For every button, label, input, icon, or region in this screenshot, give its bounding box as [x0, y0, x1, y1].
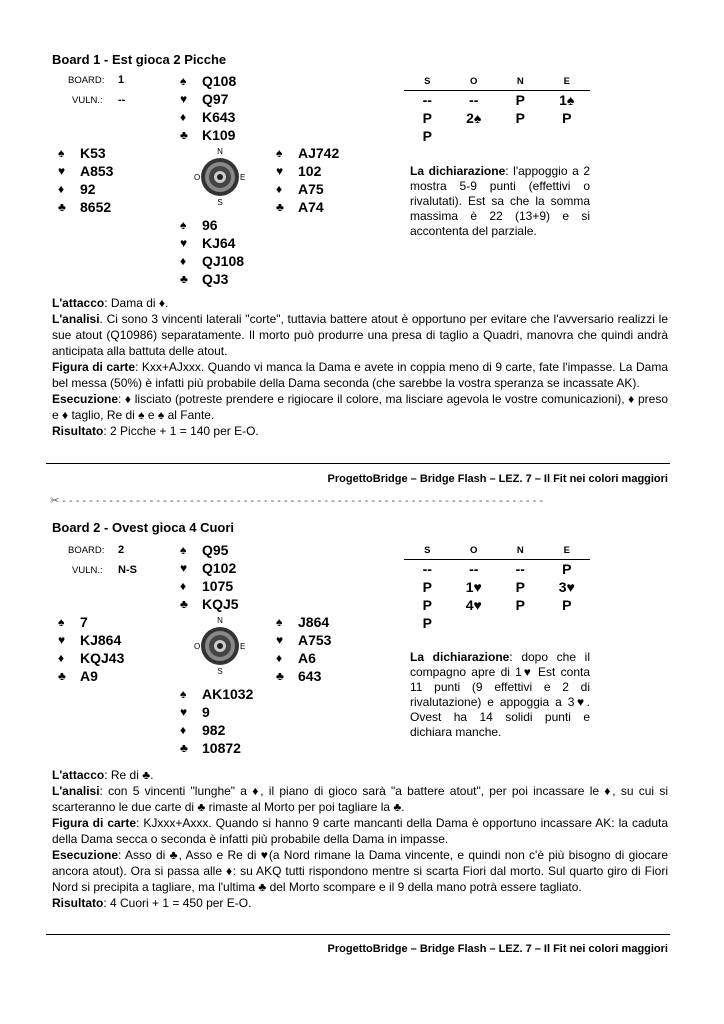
heart-icon: ♥ [276, 633, 284, 647]
heart-icon: ♥ [58, 164, 66, 178]
east-clubs: 643 [298, 668, 322, 684]
west-hearts: A853 [80, 163, 114, 179]
west-clubs: A9 [80, 668, 98, 684]
north-diamonds: 1075 [202, 578, 234, 594]
west-spades: K53 [80, 145, 106, 161]
auction-row: P [422, 615, 432, 631]
auction-row: -- -- -- P [422, 561, 572, 577]
east-hand [276, 613, 331, 685]
south-hand [180, 685, 253, 757]
south-diamonds: 982 [202, 722, 226, 738]
auction-table [404, 76, 590, 145]
north-hand [180, 72, 236, 144]
south-spades: AK1032 [202, 686, 254, 702]
south-diamonds: QJ108 [202, 253, 245, 269]
board-2-title: Board 2 - Ovest gioca 4 Cuori [52, 520, 235, 535]
west-hand [58, 144, 113, 216]
diamond-icon: ♦ [180, 254, 187, 268]
bidding-explanation: La dichiarazione: dopo che il compagno apre di 1♥ Est conta 11 punti (9 effettivi e 2 di rivalutazione) e appoggia a 3♥. Ovest ha 14 solidi punti e dichiara manche. [410, 650, 590, 739]
diamond-icon: ♦ [58, 182, 65, 196]
club-icon: ♣ [180, 597, 188, 611]
diamond-icon: ♦ [180, 579, 187, 593]
south-clubs: 10872 [202, 740, 241, 756]
analysis-paragraph: L'analisi: con 5 vincenti "lunghe" a ♦, il piano di gioco sarà "a battere atout", per poi incassare le ♦, su cui si scarteranno le due carte di ♣ rimaste al Morto per poi tagliare la ♣. [52, 784, 668, 814]
divider [46, 934, 670, 935]
compass-o: O [194, 173, 201, 182]
analysis-text [52, 295, 668, 439]
east-hand [276, 144, 339, 216]
south-hearts: 9 [202, 704, 210, 720]
diamond-icon: ♦ [180, 110, 187, 124]
footer-text: ProgettoBridge – Bridge Flash – LEZ. 7 – Il Fit nei colori maggiori [327, 473, 668, 485]
compass-e: E [240, 642, 246, 651]
execution-paragraph: Esecuzione: Asso di ♣, Asso e Re di ♥(a Nord rimane la Dama vincente, e quindi non c'è più bisogno di giocare ancora atout). Ora si passa alle ♦: su AKQ tutti rispondono mentre si scarta Fiori dal morto. Sul quarto giro di Fiori Nord si precipita a tagliare, ma l'ultima ♣ del Morto scompare e il 9 della mano potrà essere tagliato. [52, 848, 668, 894]
club-icon: ♣ [180, 128, 188, 142]
diamond-icon: ♦ [276, 182, 283, 196]
spade-icon: ♠ [180, 218, 187, 232]
card-pattern-paragraph: Figura di carte: KJxxx+Axxx. Quando si hanno 9 carte mancanti della Dama è opportuno incassare AK: la caduta della Dama secca o seconda è infatti più probabile della Dama in impasse. [52, 816, 669, 846]
south-hand [180, 216, 244, 288]
card-pattern-paragraph: Figura di carte: Kxx+AJxxx. Quando vi manca la Dama e avete in coppia meno di 9 carte, fate l'impasse. La Dama bel messa (50%) è infatti più probabile della Dama seconda (che sarebbe la vostra speranza se incassate AK). [52, 360, 668, 390]
analysis-paragraph: L'analisi. Ci sono 3 vincenti laterali "corte", tuttavia battere atout è opportuno per evitare che l'avversario realizzi le sue atout (Q10986) separatamente. Il morto può produrre una presa di taglio a Quadri, manovra che quindi andrà anticipata alla battuta delle atout. [52, 312, 668, 358]
vuln-label: VULN.: [72, 95, 103, 106]
board-number: 2 [118, 544, 125, 556]
bidding-explanation: La dichiarazione: l'appoggio a 2 mostra 5-9 punti (effettivi o rivalutati). Est sa che la somma massima è 22 (13+9) e si accontenta del parziale. [410, 164, 590, 238]
north-clubs: KQJ5 [202, 596, 239, 612]
heart-icon: ♥ [276, 164, 284, 178]
west-diamonds: KQJ43 [80, 650, 125, 666]
north-clubs: K109 [202, 127, 236, 143]
club-icon: ♣ [276, 200, 284, 214]
vuln-value: N-S [118, 564, 137, 576]
compass-n: N [217, 616, 223, 625]
auction-row: -- -- P 1♠ [422, 92, 575, 108]
board-label: BOARD: [68, 545, 105, 556]
compass-s: S [217, 667, 223, 675]
scissors-cut-line: ✂ - - - - - - - - - - - - - - - - - - - - - - - - - - - - - - - - - - - - - - - - - - - - - - - - - - - - - - - - - - - - - - - - - - - - - - - - [50, 495, 544, 507]
compass-o: O [194, 642, 201, 651]
execution-paragraph: Esecuzione: ♦ lisciato (potreste prendere e rigiocare il colore, ma lisciare agevola le vostre comunicazioni), ♦ preso e ♦ taglio, Re di ♠ e ♠ al Fante. [52, 392, 668, 422]
heart-icon: ♥ [180, 236, 188, 250]
auction-row: P [422, 128, 432, 144]
auction-table [404, 545, 590, 632]
north-hand [180, 541, 239, 613]
east-hearts: A753 [298, 632, 332, 648]
club-icon: ♣ [180, 741, 188, 755]
heart-icon: ♥ [180, 705, 188, 719]
auction-header: S O N E [404, 76, 590, 91]
west-spades: 7 [80, 614, 88, 630]
north-hearts: Q97 [202, 91, 229, 107]
compass-e: E [240, 173, 246, 182]
south-spades: 96 [202, 217, 218, 233]
auction-row: P 4♥ P P [422, 597, 572, 613]
board-label: BOARD: [68, 75, 105, 86]
auction-row: P 1♥ P 3♥ [422, 579, 575, 595]
analysis-text [52, 767, 668, 911]
north-diamonds: K643 [202, 109, 236, 125]
spade-icon: ♠ [180, 543, 187, 557]
north-spades: Q95 [202, 542, 229, 558]
result-paragraph: Risultato: 2 Picche + 1 = 140 per E-O. [52, 424, 259, 438]
vuln-value: -- [118, 94, 126, 106]
spade-icon: ♠ [276, 615, 283, 629]
board-number: 1 [118, 74, 125, 86]
east-spades: AJ742 [298, 145, 340, 161]
compass-s: S [217, 198, 223, 206]
spade-icon: ♠ [58, 146, 65, 160]
spade-icon: ♠ [276, 146, 283, 160]
heart-icon: ♥ [58, 633, 66, 647]
north-hearts: Q102 [202, 560, 237, 576]
auction-row: P 2♠ P P [422, 110, 572, 126]
east-diamonds: A6 [298, 650, 316, 666]
footer-text: ProgettoBridge – Bridge Flash – LEZ. 7 – Il Fit nei colori maggiori [327, 943, 668, 955]
spade-icon: ♠ [180, 74, 187, 88]
club-icon: ♣ [58, 200, 66, 214]
heart-icon: ♥ [180, 92, 188, 106]
east-spades: J864 [298, 614, 330, 630]
club-icon: ♣ [276, 669, 284, 683]
lead-paragraph: L'attacco: Re di ♣. [52, 768, 154, 782]
east-hearts: 102 [298, 163, 322, 179]
south-clubs: QJ3 [202, 271, 229, 287]
divider [46, 463, 670, 464]
west-hearts: KJ864 [80, 632, 122, 648]
spade-icon: ♠ [58, 615, 65, 629]
compass-n: N [217, 147, 223, 156]
south-hearts: KJ64 [202, 235, 236, 251]
result-paragraph: Risultato: 4 Cuori + 1 = 450 per E-O. [52, 896, 252, 910]
board-1-title: Board 1 - Est gioca 2 Picche [52, 52, 227, 67]
east-clubs: A74 [298, 199, 324, 215]
compass-icon [192, 146, 248, 206]
compass-icon [192, 615, 248, 675]
diamond-icon: ♦ [276, 651, 283, 665]
club-icon: ♣ [180, 272, 188, 286]
lead-paragraph: L'attacco: Dama di ♦. [52, 296, 169, 310]
diamond-icon: ♦ [58, 651, 65, 665]
vuln-label: VULN.: [72, 565, 103, 576]
east-diamonds: A75 [298, 181, 324, 197]
west-clubs: 8652 [80, 199, 112, 215]
spade-icon: ♠ [180, 687, 187, 701]
north-spades: Q108 [202, 73, 237, 89]
west-diamonds: 92 [80, 181, 96, 197]
west-hand [58, 613, 124, 685]
heart-icon: ♥ [180, 561, 188, 575]
diamond-icon: ♦ [180, 723, 187, 737]
club-icon: ♣ [58, 669, 66, 683]
auction-header: S O N E [404, 545, 590, 560]
